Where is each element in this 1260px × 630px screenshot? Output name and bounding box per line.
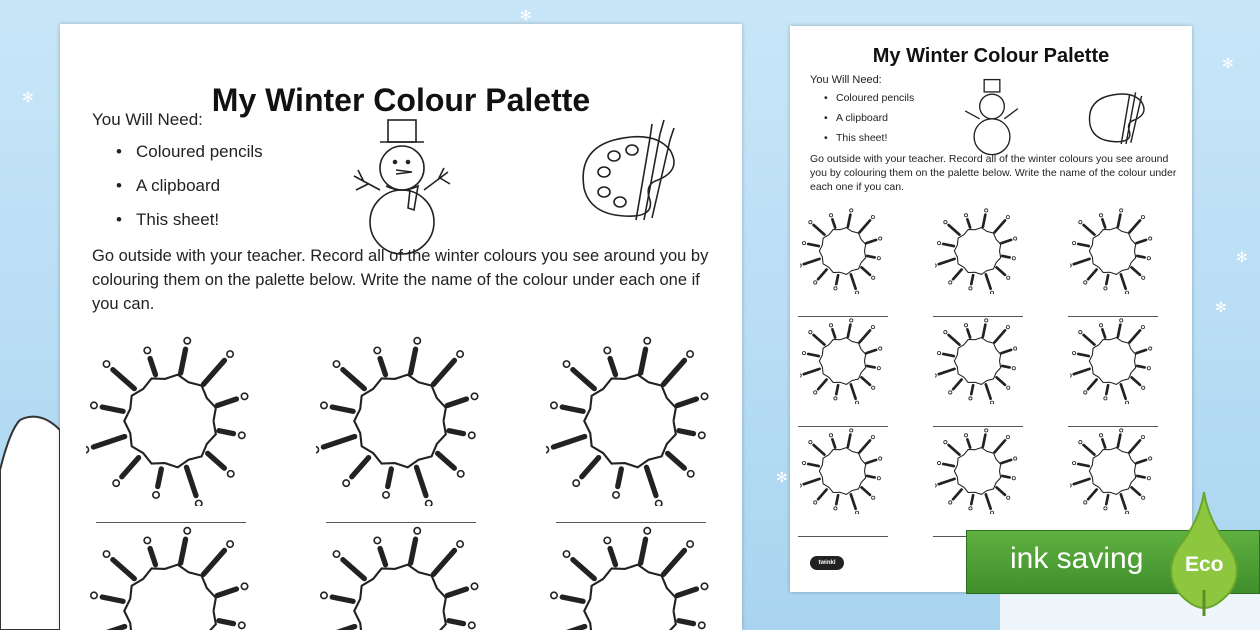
page-title: My Winter Colour Palette [211, 82, 591, 118]
page-title: My Winter Colour Palette [872, 45, 1110, 67]
paint-splat-outline [935, 318, 1021, 409]
eco-label: Eco [1185, 553, 1224, 576]
list-item: • A clipboard [136, 176, 263, 210]
paint-splat-outline [316, 336, 486, 511]
paint-palette-icon [574, 110, 694, 230]
paint-palette-icon [1084, 78, 1156, 150]
paint-splat-outline [86, 526, 256, 630]
instructions-text: Go outside with your teacher. Record all of the winter colours you see around you by colouring them on the palette below. Write the name of the colour under each one if you can. [810, 153, 1177, 193]
snowflake-icon: ✻ [22, 89, 34, 105]
list-item: • This sheet! [836, 132, 914, 152]
colour-name-write-line [798, 316, 888, 317]
list-item: • This sheet! [136, 210, 263, 244]
instructions-text: Go outside with your teacher. Record all of the winter colours you see around you by colouring them on the palette below. Write the name of the colour under each one if you can. [92, 247, 709, 313]
snowflake-icon: ✻ [1222, 55, 1234, 71]
paint-splat-outline [800, 318, 886, 409]
list-item: • Coloured pencils [836, 92, 914, 112]
you-will-need-label: You Will Need: [810, 74, 882, 86]
snowman-icon [964, 74, 1020, 158]
list-item: • A clipboard [836, 112, 914, 132]
snowman-icon [352, 110, 452, 260]
colour-name-write-line [556, 522, 706, 523]
colour-name-write-line [798, 426, 888, 427]
you-will-need-label: You Will Need: [92, 110, 203, 129]
worksheet-large [60, 24, 742, 630]
colour-name-write-line [1068, 316, 1158, 317]
materials-list [836, 92, 914, 152]
paint-splat-outline [546, 336, 716, 511]
paint-splat-outline [800, 208, 886, 299]
paint-splat-outline [546, 526, 716, 630]
colour-name-write-line [933, 426, 1023, 427]
snowflake-icon: ✻ [1236, 249, 1248, 265]
paint-splat-outline [1070, 428, 1156, 519]
paint-splat-outline [1070, 208, 1156, 299]
colour-name-write-line [798, 536, 888, 537]
paint-splat-outline [316, 526, 486, 630]
paint-splat-outline [800, 428, 886, 519]
snowflake-icon: ✻ [520, 7, 532, 23]
snowflake-icon: ✻ [1215, 299, 1227, 315]
twinkl-logo: twinkl [810, 556, 844, 570]
paint-splat-outline [935, 428, 1021, 519]
list-item: • Coloured pencils [136, 142, 263, 176]
snowflake-icon: ✻ [776, 469, 788, 485]
paint-splat-outline [935, 208, 1021, 299]
colour-name-write-line [96, 522, 246, 523]
colour-name-write-line [1068, 426, 1158, 427]
colour-name-write-line [933, 316, 1023, 317]
ink-saving-label: ink saving [1010, 542, 1144, 575]
paint-splat-outline [1070, 318, 1156, 409]
paint-splat-outline [86, 336, 256, 511]
colour-name-write-line [326, 522, 476, 523]
worksheet-preview [790, 26, 1192, 592]
materials-list [136, 142, 263, 244]
